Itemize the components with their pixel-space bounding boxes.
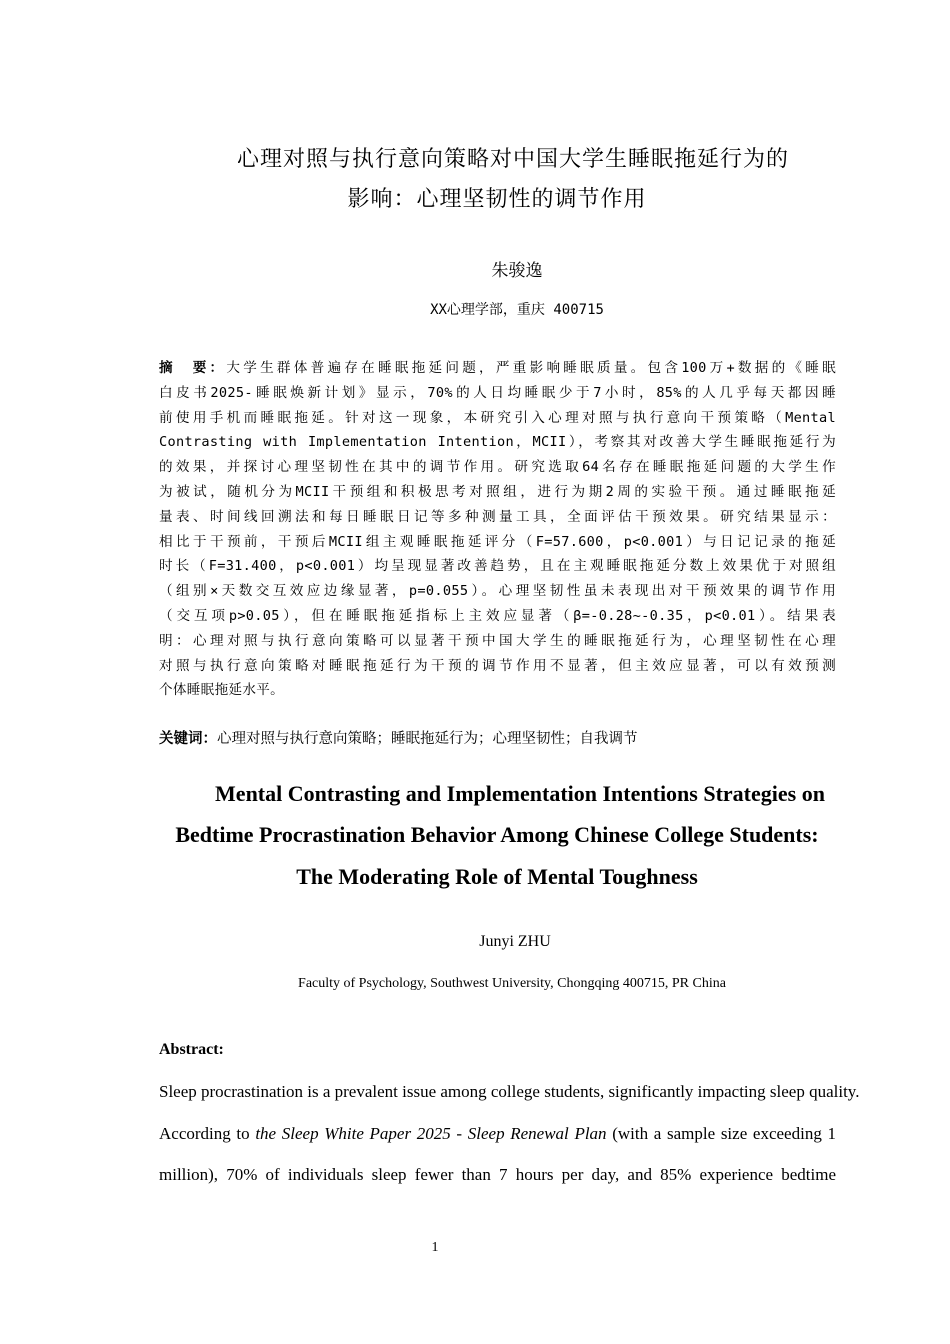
cn-abstract-line-text: Contrasting with Implementation Intention，MCII），考察其对改善大学生睡眠拖延行为 (159, 434, 836, 451)
cn-affiliation: XX心理学部，重庆 400715 (430, 302, 604, 318)
cn-title-line-1: 心理对照与执行意向策略对中国大学生睡眠拖延行为的 (236, 147, 789, 172)
cn-abstract-line-text: 明：心理对照与执行意向策略可以显著干预中国大学生的睡眠拖延行为，心理坚韧性在心理 (159, 632, 836, 649)
cn-author: 朱骏逸 (491, 261, 543, 281)
en-title-line-1: Mental Contrasting and Implementation Intentions Strategies on (215, 781, 825, 806)
cn-abstract-line (159, 356, 836, 376)
en-abstract-label: Abstract: (159, 1041, 224, 1058)
en-affiliation: Faculty of Psychology, Southwest University, Chongqing 400715, PR China (298, 976, 726, 991)
en-abstract-text: According to (159, 1123, 256, 1143)
en-abstract-text: (with a sample size exceeding 1 (606, 1123, 836, 1143)
cn-abstract-line-text: 大学生群体普遍存在睡眠拖延问题，严重影响睡眠质量。包含100万+数据的《睡眠 (226, 360, 837, 376)
cn-abstract-line (159, 629, 836, 649)
cn-abstract-line (159, 678, 836, 698)
page-number: 1 (431, 1240, 439, 1255)
en-abstract-line (159, 1082, 860, 1102)
cn-abstract-line (159, 480, 836, 500)
en-title-line-3: The Moderating Role of Mental Toughness (296, 864, 698, 889)
cn-abstract-line (159, 654, 836, 674)
cn-abstract-line (159, 505, 836, 525)
cn-abstract-line-text: 个体睡眠拖延水平。 (159, 682, 285, 699)
cn-abstract-line-text: 相比于干预前，干预后MCII组主观睡眠拖延评分（F=57.600，p<0.001）与日记记录的拖延 (159, 533, 836, 550)
cn-abstract-line-text: 的效果，并探讨心理坚韧性在其中的调节作用。研究选取64名存在睡眠拖延问题的大学生作 (159, 459, 836, 476)
cn-abstract-line-text: （交互项p>0.05），但在睡眠拖延指标上主效应显著（β=-0.28~-0.35，p<0.01）。结果表 (159, 608, 836, 624)
cn-abstract-line-text: 为被试，随机分为MCII干预组和积极思考对照组，进行为期2周的实验干预。通过睡眠拖延 (159, 484, 836, 500)
cn-abstract-line-text: 量表、时间线回溯法和每日睡眠日记等多种测量工具，全面评估干预效果。研究结果显示： (159, 508, 836, 525)
en-title-line-2: Bedtime Procrastination Behavior Among Chinese College Students: (175, 822, 819, 847)
en-abstract-line (159, 1165, 836, 1185)
cn-abstract-line-text: （组别×天数交互效应边缘显著，p=0.055）。心理坚韧性虽未表现出对干预效果的调节作用 (159, 583, 836, 600)
cn-abstract-line-text: 前使用手机而睡眠拖延。针对这一现象，本研究引入心理对照与执行意向干预策略（Mental (159, 409, 836, 426)
cn-title-line-2: 影响：心理坚韧性的调节作用 (347, 187, 647, 212)
cn-abstract-line (159, 579, 836, 599)
en-abstract-text: the Sleep White Paper 2025 - Sleep Renewal Plan (255, 1123, 607, 1143)
en-abstract-text: Sleep procrastination is a prevalent issue among college students, significantly impacting sleep quality. (159, 1082, 860, 1101)
cn-abstract-line (159, 530, 836, 550)
cn-abstract-line-text: 时长（F=31.400，p<0.001）均呈现显著改善趋势，且在主观睡眠拖延分数上效果优于对照组 (159, 558, 836, 575)
cn-abstract-line (159, 455, 836, 475)
cn-keywords-label: 关键词： (159, 731, 217, 747)
cn-abstract-line (159, 554, 836, 574)
cn-keywords-text: 心理对照与执行意向策略；睡眠拖延行为；心理坚韧性；自我调节 (217, 731, 638, 747)
en-author: Junyi ZHU (479, 933, 551, 950)
cn-keywords (159, 727, 638, 748)
cn-abstract-label: 摘 要： (159, 360, 227, 376)
cn-abstract-line (159, 430, 836, 450)
cn-abstract-line-text: 对照与执行意向策略对睡眠拖延行为干预的调节作用不显著，但主效应显著，可以有效预测 (159, 657, 836, 674)
en-abstract-text: million), 70% of individuals sleep fewer than 7 hours per day, and 85% experience bedtime (159, 1165, 836, 1184)
cn-abstract-line-text: 白皮书2025-睡眠焕新计划》显示，70%的人日均睡眠少于7小时，85%的人几乎每天都因睡 (159, 384, 836, 401)
en-abstract-line (159, 1124, 836, 1144)
cn-abstract-line (159, 604, 836, 624)
cn-abstract-line (159, 406, 836, 426)
cn-abstract-line (159, 381, 836, 401)
